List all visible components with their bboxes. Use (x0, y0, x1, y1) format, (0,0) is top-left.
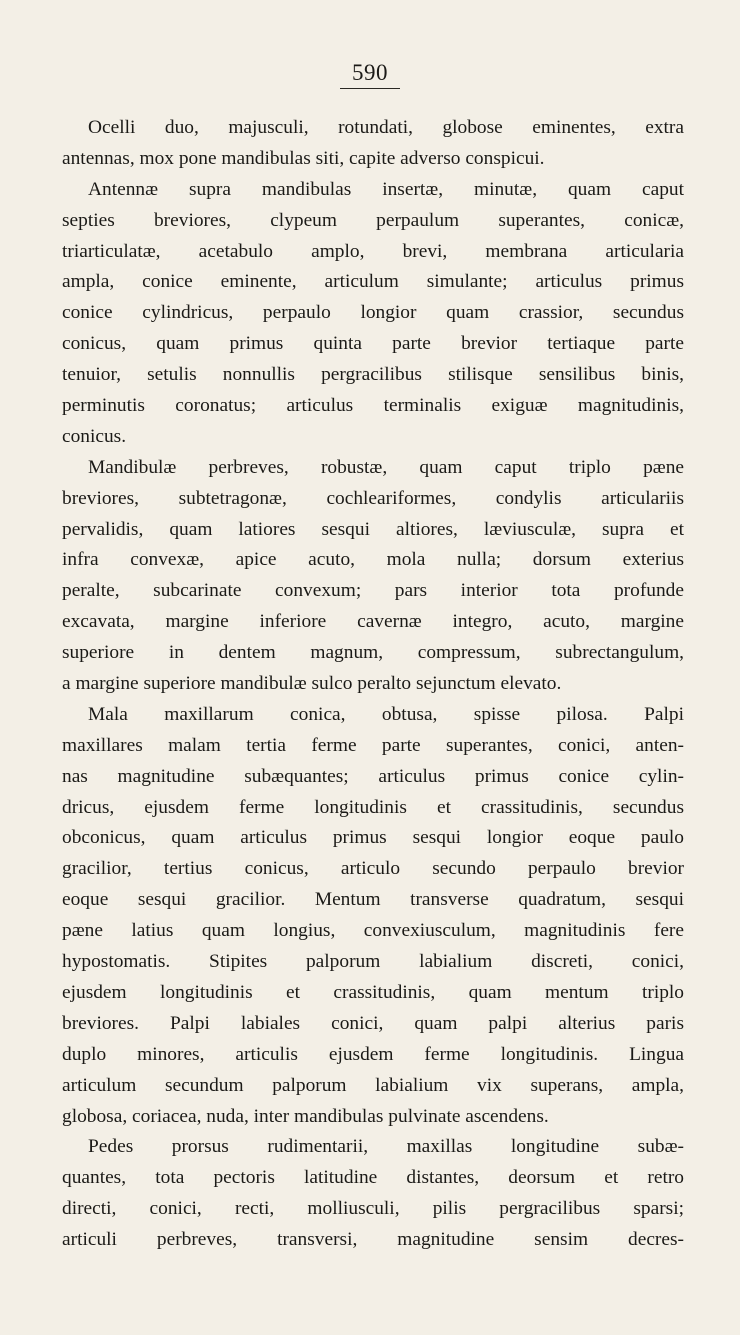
text-line: Ocelli duo, majusculi, rotundati, globose eminentes, extra (88, 117, 684, 138)
text-line: conicus, quam primus quinta parte brevior tertiaque parte (62, 333, 684, 355)
text-line: nas magnitudine subæquantes; articulus primus conice cylin- (62, 765, 684, 787)
text-line: globosa, coriacea, nuda, inter mandibulas pulvinate ascendens. (62, 1105, 549, 1127)
text-line: excavata, margine inferiore cavernæ integro, acuto, margine (62, 611, 684, 633)
body-text (62, 113, 684, 1256)
text-line: articuli perbreves, transversi, magnitudine sensim decres- (62, 1229, 684, 1251)
text-line: Pedes prorsus rudimentarii, maxillas longitudine subæ- (88, 1136, 684, 1158)
text-line: breviores, subtetragonæ, cochleariformes, condylis articulariis (62, 487, 684, 509)
text-line: tenuior, setulis nonnullis pergracilibus stilisque sensilibus binis, (62, 364, 684, 386)
text-line: ampla, conice eminente, articulum simulante; articulus primus (62, 271, 684, 293)
text-line: pervalidis, quam latiores sesqui altiores, læviusculæ, supra et (62, 518, 684, 540)
text-line: conicus. (62, 425, 127, 447)
text-line: peralte, subcarinate convexum; pars interior tota profunde (62, 580, 684, 602)
text-line: conice cylindricus, perpaulo longior quam crassior, secundus (62, 302, 684, 324)
text-line: a margine superiore mandibulæ sulco peralto sejunctum elevato. (62, 673, 562, 695)
text-line: pæne latius quam longius, convexiusculum, magnitudinis fere (62, 920, 684, 942)
text-line: Mala maxillarum conica, obtusa, spisse pilosa. Palpi (88, 703, 684, 725)
text-line: duplo minores, articulis ejusdem ferme longitudinis. Lingua (62, 1043, 684, 1065)
text-line: obconicus, quam articulus primus sesqui longior eoque paulo (62, 827, 684, 849)
text-line: septies breviores, clypeum perpaulum superantes, conicæ, (62, 209, 684, 231)
text-line: dricus, ejusdem ferme longitudinis et crassitudinis, secundus (62, 796, 684, 818)
text-line: perminutis coronatus; articulus terminalis exiguæ magnitudinis, (62, 395, 684, 417)
text-line: antennas, mox pone mandibulas siti, capite adverso conspicui. (62, 147, 545, 169)
text-line: Antennæ supra mandibulas insertæ, minutæ, quam caput (88, 178, 684, 200)
text-line: Mandibulæ perbreves, robustæ, quam caput triplo pæne (88, 456, 684, 478)
text-line: breviores. Palpi labiales conici, quam palpi alterius paris (62, 1012, 684, 1034)
text-line: superiore in dentem magnum, compressum, subrectangulum, (62, 642, 684, 664)
text-line: eoque sesqui gracilior. Mentum transverse quadratum, sesqui (62, 889, 684, 911)
text-line: maxillares malam tertia ferme parte superantes, conici, anten- (62, 734, 684, 756)
text-line: articulum secundum palporum labialium vix superans, ampla, (62, 1074, 684, 1096)
text-line: quantes, tota pectoris latitudine distantes, deorsum et retro (62, 1167, 684, 1189)
text-line: ejusdem longitudinis et crassitudinis, quam mentum triplo (62, 981, 684, 1003)
page-number: 590 (340, 60, 400, 89)
text-line: infra convexæ, apice acuto, mola nulla; dorsum exterius (62, 549, 684, 571)
text-line: hypostomatis. Stipites palporum labialium discreti, conici, (62, 951, 684, 973)
text-line: gracilior, tertius conicus, articulo secundo perpaulo brevior (62, 858, 684, 880)
text-line: triarticulatæ, acetabulo amplo, brevi, membrana articularia (62, 240, 684, 262)
text-line: directi, conici, recti, molliusculi, pilis pergracilibus sparsi; (62, 1198, 684, 1220)
